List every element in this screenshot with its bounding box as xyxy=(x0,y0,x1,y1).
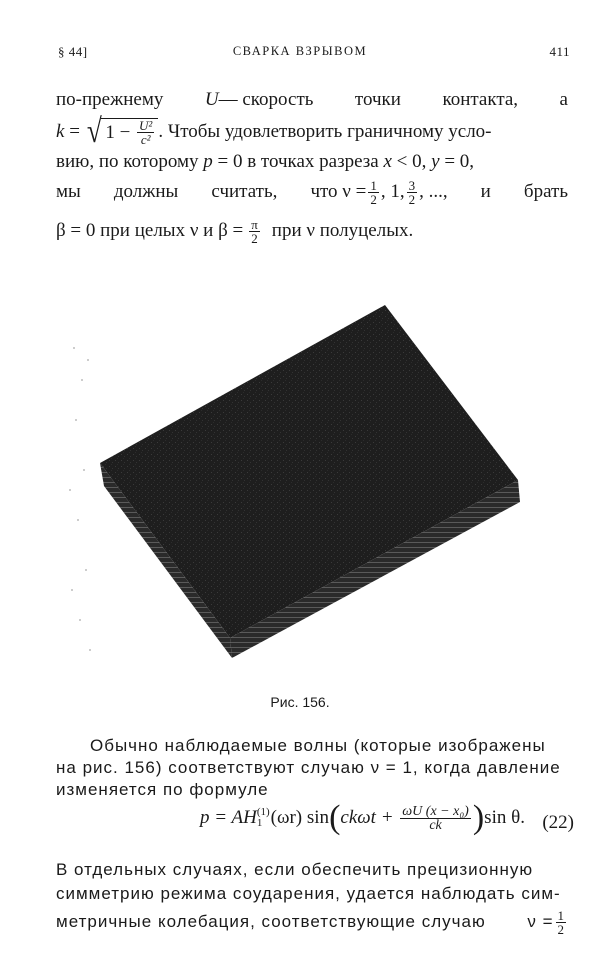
figure-caption: Рис. 156. xyxy=(270,694,330,710)
text: . Чтобы удовлетворить граничному усло- xyxy=(158,121,492,142)
paragraph3-line2: симметрию режима соударения, удается наблюдать сим- xyxy=(56,884,561,903)
left-paren: ( xyxy=(329,799,341,836)
text: , 1, xyxy=(380,181,405,202)
paragraph2-line3: изменяется по формуле xyxy=(56,780,269,799)
var-y: y xyxy=(431,151,440,172)
paragraph1-line2 xyxy=(56,113,568,150)
text: точки xyxy=(354,89,401,110)
frac-den: 2 xyxy=(370,191,377,207)
text: < 0, xyxy=(391,151,427,172)
radicand xyxy=(101,118,158,146)
text: вию, по которому xyxy=(56,151,199,172)
text: ν = xyxy=(527,912,554,931)
frac-num: π xyxy=(251,216,258,232)
var-x: x xyxy=(383,151,392,172)
text: брать xyxy=(523,181,568,202)
nu-half xyxy=(527,909,568,936)
text: = 0, xyxy=(439,151,475,172)
block-photograph xyxy=(60,290,540,680)
paragraph3-line1: В отдельных случаях, если обеспечить прецизионную xyxy=(56,860,534,879)
equation-22 xyxy=(200,799,525,836)
sqrt-expression xyxy=(85,113,159,150)
block-top-face xyxy=(100,305,518,638)
frac-num: U² xyxy=(139,118,153,133)
text: контакта, xyxy=(442,89,519,110)
fraction-pi-half xyxy=(249,218,260,245)
text: — скорость xyxy=(218,89,314,110)
text: = xyxy=(64,121,85,142)
text: считать, xyxy=(211,181,278,202)
frac-num: 1 xyxy=(557,907,564,923)
var-p: p xyxy=(203,151,213,172)
text: мы xyxy=(56,181,81,202)
right-paren: ) xyxy=(472,799,485,836)
photo-noise xyxy=(69,347,91,651)
eq-inner: ckωt + xyxy=(340,807,399,828)
text: по-прежнему xyxy=(56,89,164,110)
radical-sign: √ xyxy=(86,113,102,150)
frac-den: 2 xyxy=(251,230,258,246)
text: , ..., xyxy=(419,181,448,202)
eq-sub: 1 xyxy=(256,817,263,829)
eq-sup: (1) xyxy=(256,806,270,818)
equation-number: (22) xyxy=(542,812,574,833)
nu-values xyxy=(310,179,447,206)
text: 1 − xyxy=(105,121,136,143)
var-u: U xyxy=(204,89,219,110)
running-title: СВАРКА ВЗРЫВОМ xyxy=(232,44,368,58)
text: а xyxy=(559,89,568,110)
fraction-one-half xyxy=(556,909,567,936)
eq-fraction xyxy=(400,805,471,832)
hankel-indices xyxy=(257,807,270,829)
eq-arg: (ωr) sin xyxy=(270,807,330,828)
paragraph1-line1 xyxy=(56,88,568,112)
var-k: k xyxy=(56,121,65,142)
paragraph2-line2: на рис. 156) соответствуют случаю ν = 1, когда давление xyxy=(56,758,561,777)
frac-den: c² xyxy=(140,132,151,147)
paragraph2-line1: Обычно наблюдаемые волны (которые изображены xyxy=(90,736,546,755)
paragraph3-line3 xyxy=(56,904,568,940)
frac-den: 2 xyxy=(557,921,564,937)
paragraph1-line5 xyxy=(56,214,568,248)
frac-num: 3 xyxy=(408,177,416,193)
paragraph1-line4 xyxy=(56,174,568,210)
eq-lhs: p = AH xyxy=(200,807,257,828)
text: метричные колебация, соответствующие случаю xyxy=(56,912,486,931)
frac-num: ωU (x − x₀) xyxy=(402,803,469,819)
frac-den: 2 xyxy=(408,191,416,207)
text: должны xyxy=(113,181,179,202)
fraction-three-halves xyxy=(407,179,418,206)
text: при ν полуцелых. xyxy=(271,220,414,241)
fraction-one-half xyxy=(368,179,379,206)
text: что ν = xyxy=(310,181,367,202)
text: и xyxy=(480,181,491,202)
fraction-u2-c2 xyxy=(137,119,154,146)
eq-tail: sin θ. xyxy=(484,807,525,828)
paragraph1-line3 xyxy=(56,150,568,174)
page-number: 411 xyxy=(549,44,570,59)
text xyxy=(205,88,314,112)
section-number: § 44] xyxy=(58,44,88,59)
text: β = 0 при целых ν и β = xyxy=(56,220,244,241)
frac-num: 1 xyxy=(370,177,377,193)
frac-den: ck xyxy=(429,817,442,833)
text: = 0 в точках разреза xyxy=(212,151,379,172)
